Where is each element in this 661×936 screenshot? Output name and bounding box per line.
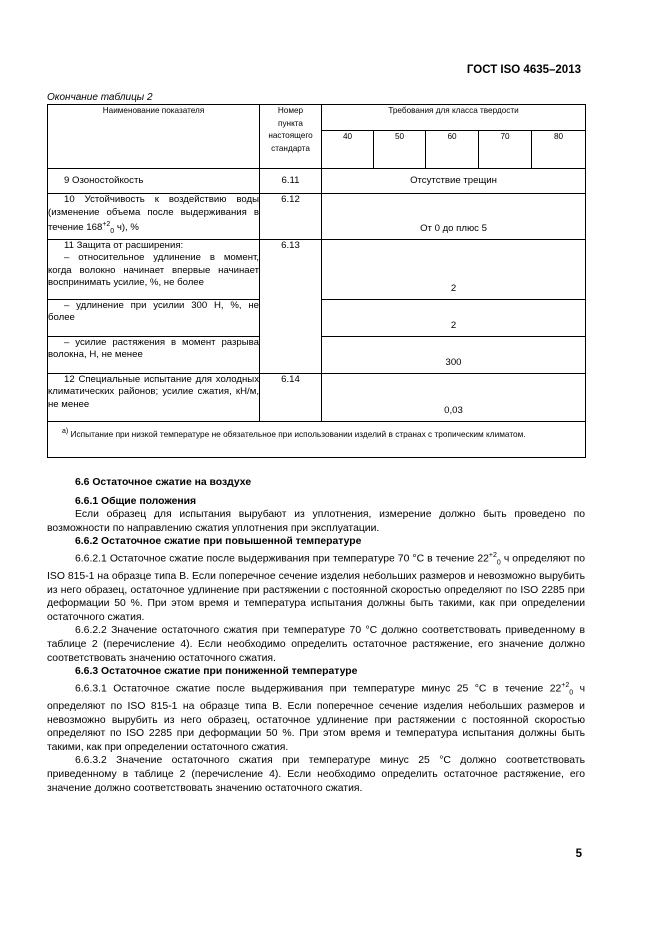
- table-row: [48, 239, 586, 299]
- header-parameter: Наименование показателя: [48, 105, 260, 169]
- row-number: 6.11: [260, 169, 322, 194]
- row-number: 6.13: [260, 239, 322, 373]
- header-class: 70: [479, 131, 532, 169]
- row-name: 11 Защита от расширения: – относительное удлинение в момент, когда волокно начинает впервые начинает воспринимать усилие, %, не более: [48, 239, 260, 299]
- row-value: 300: [322, 336, 586, 373]
- table-row: [48, 373, 586, 421]
- document-header: ГОСТ ISO 4635–2013: [466, 64, 581, 76]
- paragraph: 6.6.2.2 Значение остаточного сжатия при температуре 70 °С должно соответствовать приведенному в таблице 2 (перечисление 4). Если необходимо определить остаточное растяжение, его значение должно соответствовать значению остаточного сжатия.: [47, 625, 585, 664]
- section-heading: 6.6 Остаточное сжатие на воздухе: [75, 477, 252, 488]
- page-number: 5: [575, 848, 582, 860]
- header-class: 40: [322, 131, 374, 169]
- tolerance-lower: 0: [110, 228, 115, 236]
- table-row: [48, 169, 586, 194]
- table-row: [48, 194, 586, 240]
- row-name: – усилие растяжения в момент разрыва волокна, Н, не менее: [48, 336, 260, 373]
- row-value: 0,03: [322, 373, 586, 421]
- table-footnote: $^{а)}$ Испытание при низкой температуре не обязательное при использовании изделий в странах с тропическим климатом.: [48, 421, 586, 457]
- row-number: 6.14: [260, 373, 322, 421]
- header-clause-number: Номер пункта настоящего стандарта: [260, 105, 322, 169]
- subsection-heading: 6.6.2 Остаточное сжатие при повышенной температуре: [75, 536, 362, 548]
- tolerance-upper: +2: [102, 221, 111, 228]
- row-name: 10 Устойчивость к воздействию воды (изменение объема после выдерживания в течение $168^{+2}_0$ ч), %: [48, 194, 260, 240]
- paragraph: 6.6.3.2 Значение остаточного сжатия при температуре минус 25 °С должно соответствовать приведенному в таблице 2 (перечисление 4). Если необходимо определить остаточное растяжение, его значение должно соответствовать значению остаточного сжатия.: [47, 755, 585, 794]
- table-caption: Окончание таблицы 2: [47, 92, 153, 103]
- row-number: 6.12: [260, 194, 322, 240]
- row-name: 12 Специальные испытание для холодных климатических районов; усилие сжатия, кН/м, не менее: [48, 373, 260, 421]
- row-value: От 0 до плюс 5: [322, 194, 586, 240]
- paragraph: 6.6.3.1 Остаточное сжатие после выдерживания при температуре минус 25 °С в течение $22^{+2}_0$ ч определяют по ISO 815-1 на образце типа В. Если поперечное сечение изделия небольших размеров и невозможно вырубить из него образец, остаточное удлинение при растяжении с постоянной скоростью определяют по ISO 2285 при деформации 50 %. При этом время и температура испытания должны быть такими, как при определении остаточного сжатия.: [47, 681, 585, 753]
- subsection-heading: 6.6.1 Общие положения: [75, 495, 197, 507]
- row-value: Отсутствие трещин: [322, 169, 586, 194]
- header-class: 50: [374, 131, 426, 169]
- row-name: 9 Озоностойкость: [48, 169, 260, 194]
- row-value: 2: [322, 239, 586, 299]
- header-class: 60: [426, 131, 479, 169]
- row-name: – удлинение при усилии 300 Н, %, не более: [48, 299, 260, 336]
- paragraph: 6.6.2.1 Остаточное сжатие после выдерживания при температуре 70 °С в течение $22^{+2}_0$ ч определяют по ISO 815-1 на образце типа В. Если поперечное сечение изделия небольших размеров и невозможно вырубить из него образец, остаточное удлинение при растяжении с постоянной скоростью определяют по ISO 2285 при деформации 50 %. При этом время и температура испытания должны быть такими, как при определении остаточного сжатия.: [47, 551, 585, 623]
- paragraph: Если образец для испытания вырубают из уплотнения, измерение должно быть проведено по возможности по направлению сжатия уплотнения при эксплуатации.: [47, 509, 585, 534]
- row-value: 2: [322, 299, 586, 336]
- section-6-6: [47, 476, 585, 795]
- header-hardness-requirements: Требования для класса твердости: [322, 105, 586, 131]
- table-footnote-row: [48, 421, 586, 457]
- subsection-heading: 6.6.3 Остаточное сжатие при пониженной температуре: [75, 666, 358, 678]
- header-class: 80: [532, 131, 586, 169]
- requirements-table: [47, 104, 586, 458]
